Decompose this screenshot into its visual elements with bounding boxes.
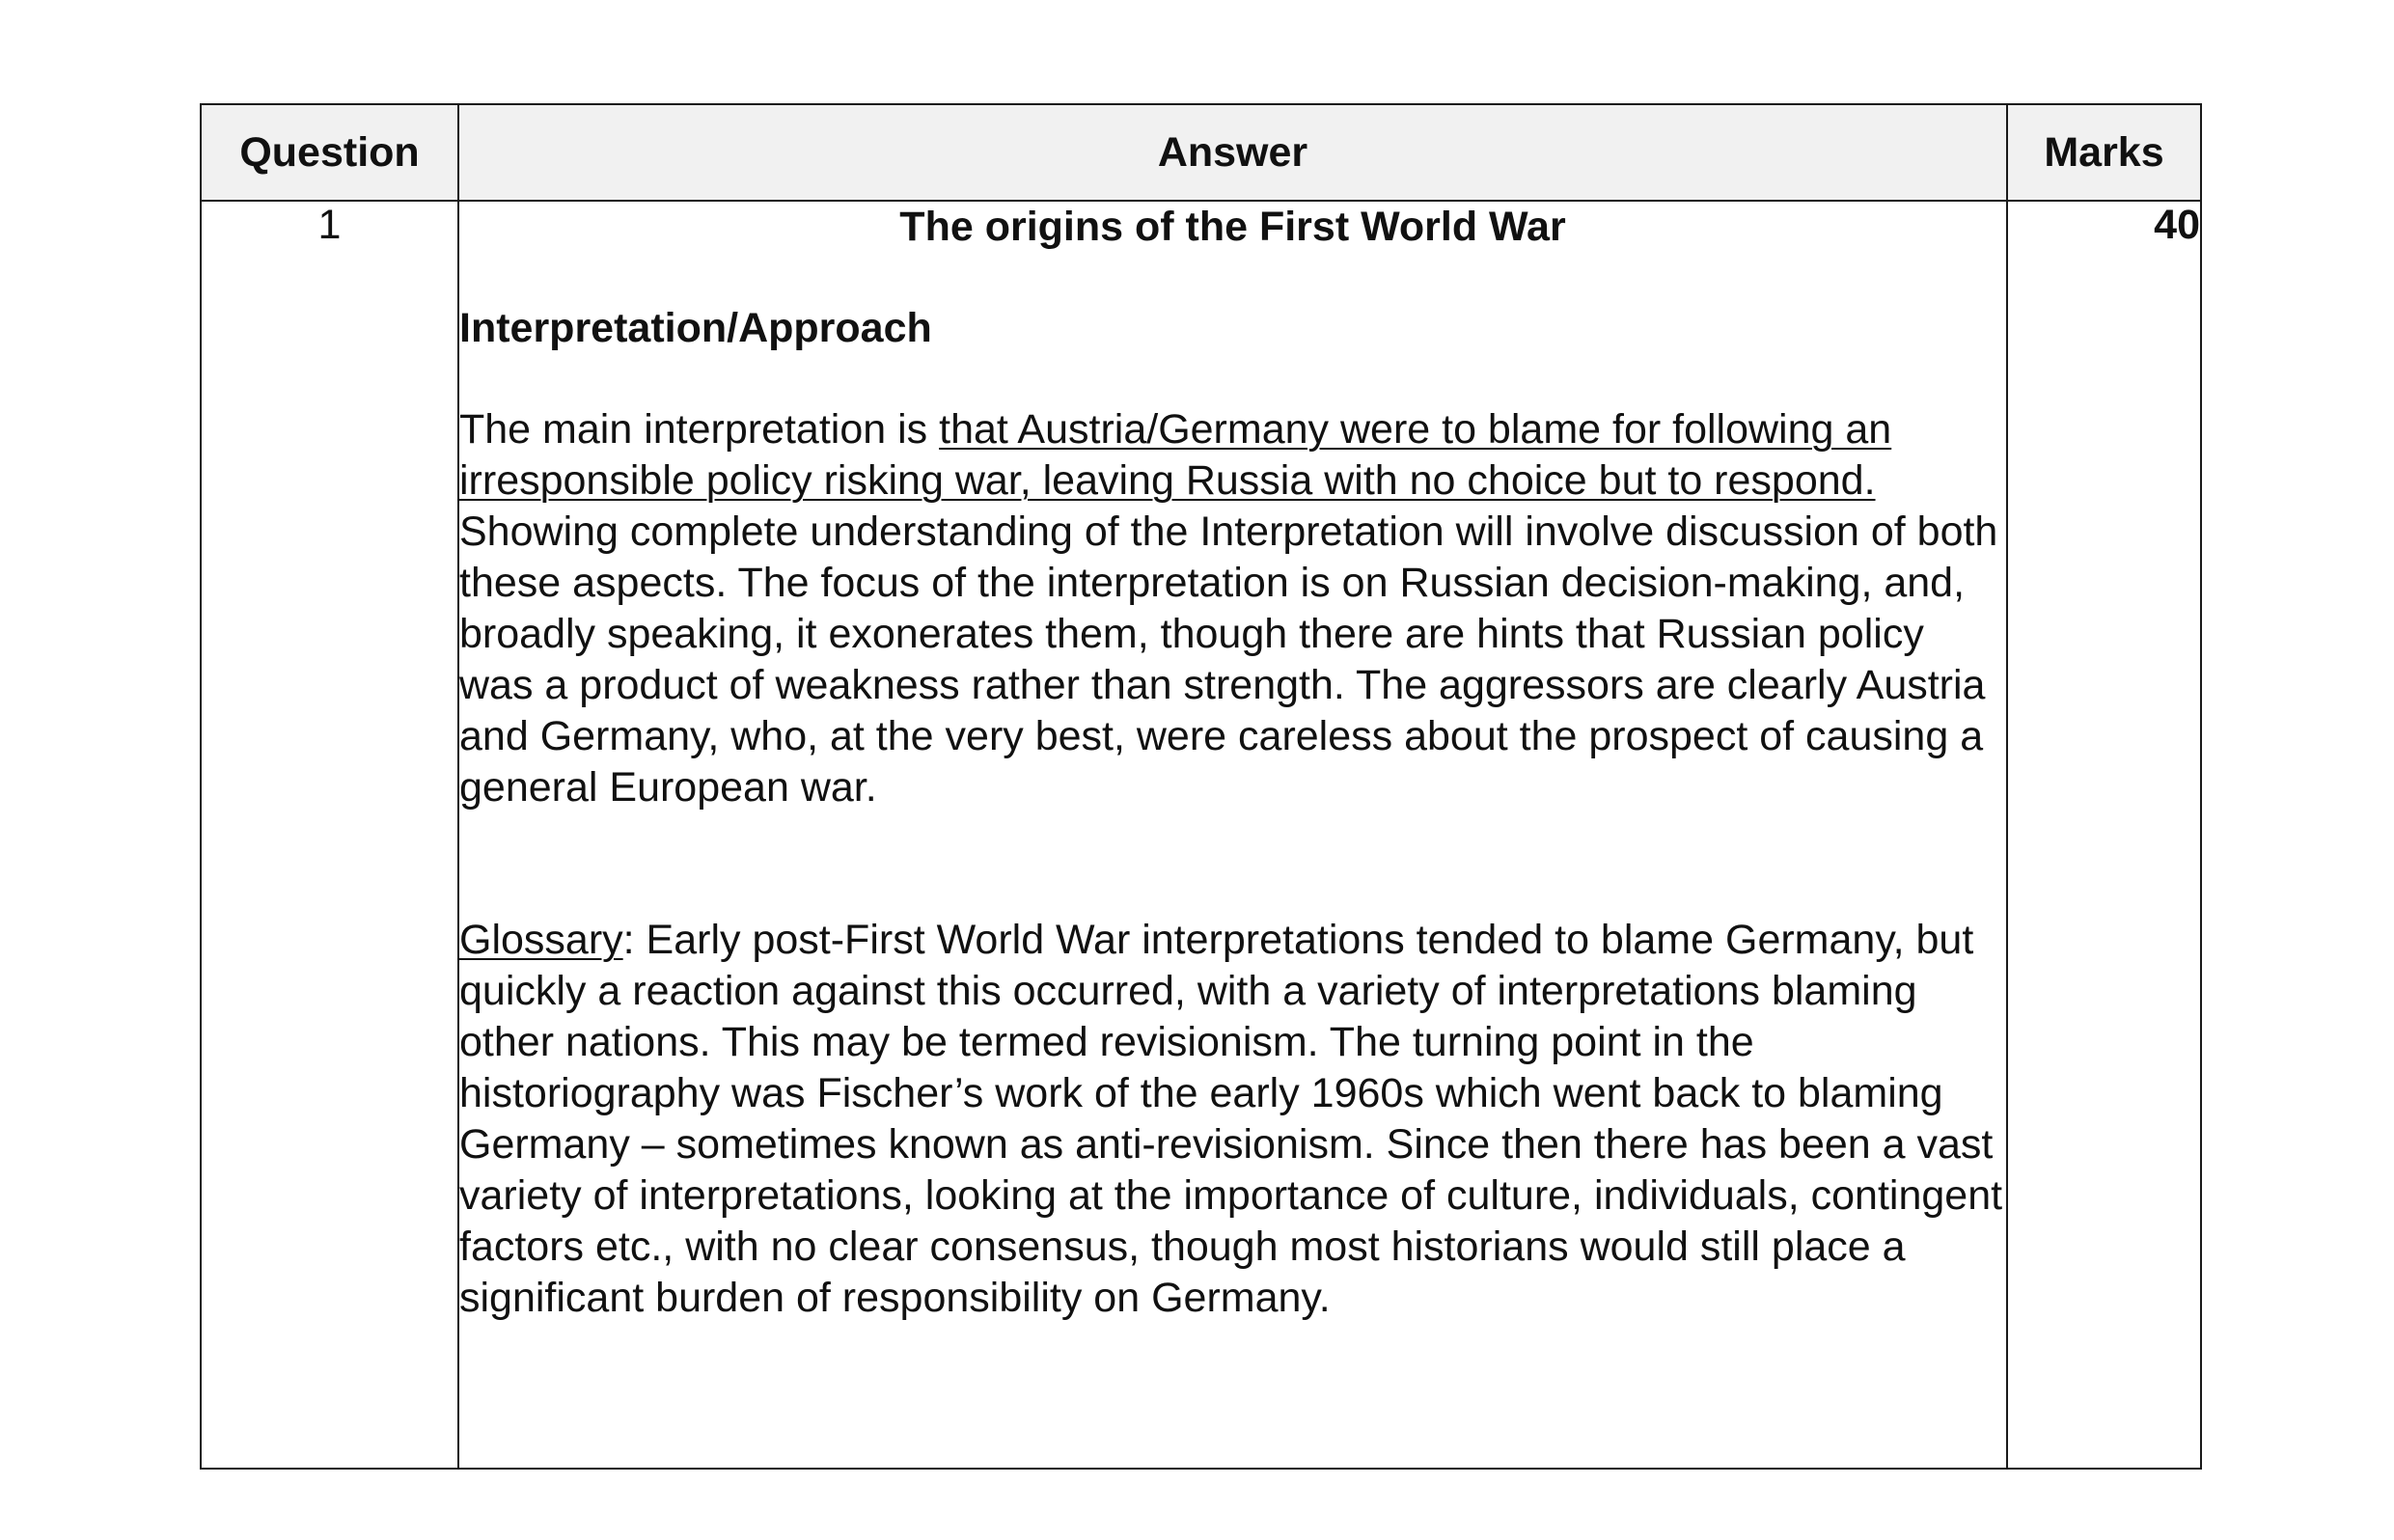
interpretation-underlined: that Austria/Germany were to blame for following an irresponsible policy risking war, leaving Russia with no choice but to respond. [459,406,1892,504]
answer-cell [458,201,2007,1469]
question-column-header: Question [201,104,458,201]
glossary-label: Glossary [459,917,623,963]
glossary-text: : Early post-First World War interpretations tended to blame Germany, but quickly a reaction against this occurred, with a variety of interpretations blaming other nations. This may be termed revisionism. The turning point in the historiography was Fischer’s work of the early 1960s which went back to blaming Germany – sometimes known as anti-revisionism. Since then there has been a vast variety of interpretations, looking at the importance of culture, individuals, contingent factors etc., with no clear consensus, though most historians would still place a significant burden of responsibility on Germany. [459,917,2003,1321]
question-title: The origins of the First World War [899,204,1566,250]
interpretation-paragraph [459,404,2006,813]
glossary-paragraph [459,915,2006,1324]
question-number: 1 [201,201,458,1469]
marks-column-header: Marks [2007,104,2201,201]
approach-heading: Interpretation/Approach [459,305,932,351]
interpretation-lead: The main interpretation is [459,406,940,453]
interpretation-rest: Showing complete understanding of the Interpretation will involve discussion of both these aspects. The focus of the interpretation is on Russian decision-making, and, broadly speaking, it exonerates them, though there are hints that Russian policy was a product of weakness rather than strength. The aggressors are clearly Austria and Germany, who, at the very best, were careless about the prospect of causing a general European war. [459,509,1998,811]
table-row [201,201,2201,1469]
mark-scheme-table [200,103,2202,1470]
marks-value: 40 [2007,201,2201,1469]
header-row [201,104,2201,201]
answer-column-header: Answer [458,104,2007,201]
